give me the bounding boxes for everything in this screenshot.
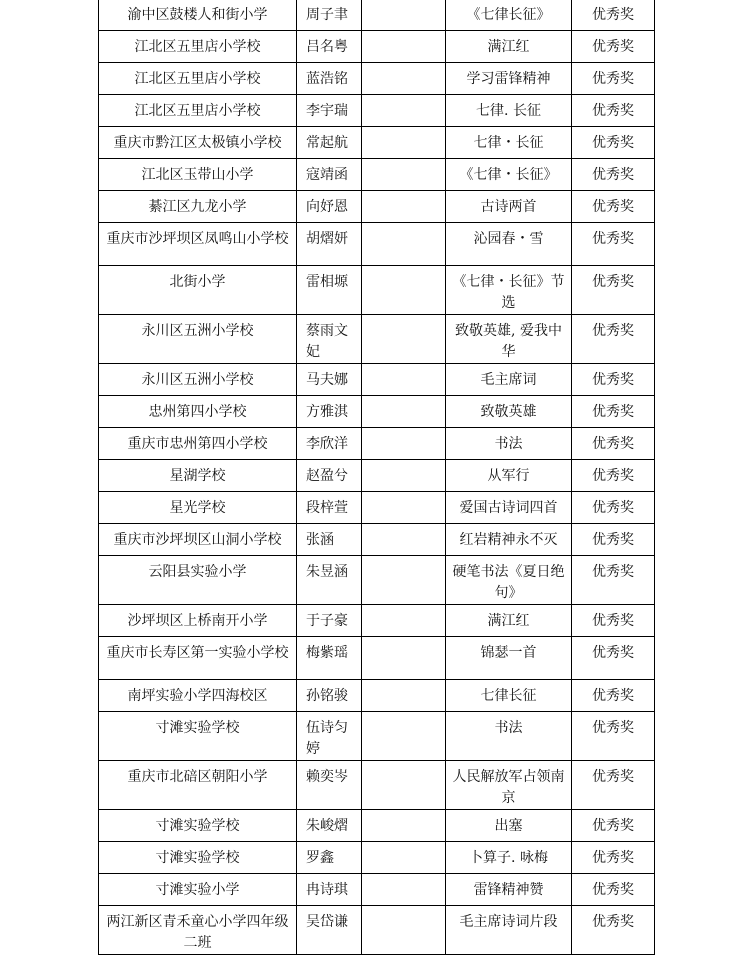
table-row bbox=[99, 191, 655, 223]
teacher-cell bbox=[362, 223, 446, 266]
work-title-cell: 学习雷锋精神 bbox=[446, 63, 572, 95]
school-cell: 星湖学校 bbox=[99, 460, 297, 492]
award-cell: 优秀奖 bbox=[572, 492, 655, 524]
school-cell: 重庆市沙坪坝区凤鸣山小学校 bbox=[99, 223, 297, 266]
school-cell: 寸滩实验小学 bbox=[99, 874, 297, 906]
award-cell: 优秀奖 bbox=[572, 605, 655, 637]
school-cell: 重庆市北碚区朝阳小学 bbox=[99, 761, 297, 810]
award-cell: 优秀奖 bbox=[572, 315, 655, 364]
work-title-cell: 致敬英雄, 爱我中华 bbox=[446, 315, 572, 364]
work-title-cell: 红岩精神永不灭 bbox=[446, 524, 572, 556]
student-name-cell: 李欣洋 bbox=[297, 428, 362, 460]
school-cell: 重庆市沙坪坝区山洞小学校 bbox=[99, 524, 297, 556]
award-cell: 优秀奖 bbox=[572, 223, 655, 266]
teacher-cell bbox=[362, 364, 446, 396]
work-title-cell: 满江红 bbox=[446, 605, 572, 637]
table-row bbox=[99, 396, 655, 428]
table-row bbox=[99, 460, 655, 492]
school-cell: 江北区五里店小学校 bbox=[99, 63, 297, 95]
award-cell: 优秀奖 bbox=[572, 31, 655, 63]
award-cell: 优秀奖 bbox=[572, 191, 655, 223]
student-name-cell: 伍诗匀婷 bbox=[297, 712, 362, 761]
award-cell: 优秀奖 bbox=[572, 396, 655, 428]
work-title-cell: 从军行 bbox=[446, 460, 572, 492]
student-name-cell: 吕名粤 bbox=[297, 31, 362, 63]
student-name-cell: 向妤恩 bbox=[297, 191, 362, 223]
table-row bbox=[99, 127, 655, 159]
table-row bbox=[99, 906, 655, 955]
award-cell: 优秀奖 bbox=[572, 127, 655, 159]
award-cell: 优秀奖 bbox=[572, 364, 655, 396]
school-cell: 江北区五里店小学校 bbox=[99, 95, 297, 127]
student-name-cell: 罗鑫 bbox=[297, 842, 362, 874]
student-name-cell: 冉诗琪 bbox=[297, 874, 362, 906]
work-title-cell: 雷锋精神赞 bbox=[446, 874, 572, 906]
student-name-cell: 马夫娜 bbox=[297, 364, 362, 396]
work-title-cell: 锦瑟一首 bbox=[446, 637, 572, 680]
student-name-cell: 朱峻熠 bbox=[297, 810, 362, 842]
work-title-cell: 七律. 长征 bbox=[446, 95, 572, 127]
table-row bbox=[99, 95, 655, 127]
work-title-cell: 毛主席词 bbox=[446, 364, 572, 396]
teacher-cell bbox=[362, 127, 446, 159]
award-cell: 优秀奖 bbox=[572, 460, 655, 492]
table-row bbox=[99, 63, 655, 95]
school-cell: 渝中区鼓楼人和街小学 bbox=[99, 0, 297, 31]
award-cell: 优秀奖 bbox=[572, 810, 655, 842]
table-row bbox=[99, 605, 655, 637]
table-row bbox=[99, 680, 655, 712]
school-cell: 北街小学 bbox=[99, 266, 297, 315]
work-title-cell: 爱国古诗词四首 bbox=[446, 492, 572, 524]
student-name-cell: 胡熠妍 bbox=[297, 223, 362, 266]
table-row bbox=[99, 266, 655, 315]
student-name-cell: 孙铭骏 bbox=[297, 680, 362, 712]
student-name-cell: 于子豪 bbox=[297, 605, 362, 637]
award-cell: 优秀奖 bbox=[572, 159, 655, 191]
table-row bbox=[99, 637, 655, 680]
award-cell: 优秀奖 bbox=[572, 842, 655, 874]
table-body bbox=[99, 0, 655, 955]
school-cell: 南坪实验小学四海校区 bbox=[99, 680, 297, 712]
student-name-cell: 周子聿 bbox=[297, 0, 362, 31]
table-row bbox=[99, 492, 655, 524]
student-name-cell: 张涵 bbox=[297, 524, 362, 556]
award-cell: 优秀奖 bbox=[572, 0, 655, 31]
teacher-cell bbox=[362, 31, 446, 63]
school-cell: 两江新区青禾童心小学四年级二班 bbox=[99, 906, 297, 955]
teacher-cell bbox=[362, 63, 446, 95]
work-title-cell: 卜算子. 咏梅 bbox=[446, 842, 572, 874]
teacher-cell bbox=[362, 556, 446, 605]
award-cell: 优秀奖 bbox=[572, 95, 655, 127]
teacher-cell bbox=[362, 810, 446, 842]
work-title-cell: 毛主席诗词片段 bbox=[446, 906, 572, 955]
student-name-cell: 李宇瑞 bbox=[297, 95, 362, 127]
work-title-cell: 《七律・长征》 bbox=[446, 159, 572, 191]
table-row bbox=[99, 0, 655, 31]
award-cell: 优秀奖 bbox=[572, 266, 655, 315]
student-name-cell: 梅紫瑶 bbox=[297, 637, 362, 680]
table-row bbox=[99, 712, 655, 761]
teacher-cell bbox=[362, 712, 446, 761]
school-cell: 重庆市黔江区太极镇小学校 bbox=[99, 127, 297, 159]
school-cell: 永川区五洲小学校 bbox=[99, 315, 297, 364]
table-row bbox=[99, 556, 655, 605]
school-cell: 重庆市忠州第四小学校 bbox=[99, 428, 297, 460]
work-title-cell: 《七律长征》 bbox=[446, 0, 572, 31]
teacher-cell bbox=[362, 191, 446, 223]
student-name-cell: 朱昱涵 bbox=[297, 556, 362, 605]
teacher-cell bbox=[362, 906, 446, 955]
teacher-cell bbox=[362, 605, 446, 637]
table-row bbox=[99, 524, 655, 556]
teacher-cell bbox=[362, 680, 446, 712]
work-title-cell: 致敬英雄 bbox=[446, 396, 572, 428]
teacher-cell bbox=[362, 0, 446, 31]
teacher-cell bbox=[362, 95, 446, 127]
teacher-cell bbox=[362, 266, 446, 315]
table-row bbox=[99, 761, 655, 810]
teacher-cell bbox=[362, 874, 446, 906]
school-cell: 星光学校 bbox=[99, 492, 297, 524]
school-cell: 忠州第四小学校 bbox=[99, 396, 297, 428]
school-cell: 沙坪坝区上桥南开小学 bbox=[99, 605, 297, 637]
award-cell: 优秀奖 bbox=[572, 556, 655, 605]
teacher-cell bbox=[362, 315, 446, 364]
table-row bbox=[99, 364, 655, 396]
award-cell: 优秀奖 bbox=[572, 63, 655, 95]
table-row bbox=[99, 31, 655, 63]
work-title-cell: 古诗两首 bbox=[446, 191, 572, 223]
student-name-cell: 常起航 bbox=[297, 127, 362, 159]
teacher-cell bbox=[362, 842, 446, 874]
award-table bbox=[98, 0, 655, 955]
work-title-cell: 沁园春・雪 bbox=[446, 223, 572, 266]
school-cell: 江北区玉带山小学 bbox=[99, 159, 297, 191]
table-row bbox=[99, 842, 655, 874]
award-cell: 优秀奖 bbox=[572, 428, 655, 460]
award-cell: 优秀奖 bbox=[572, 906, 655, 955]
student-name-cell: 蓝浩铭 bbox=[297, 63, 362, 95]
school-cell: 江北区五里店小学校 bbox=[99, 31, 297, 63]
work-title-cell: 《七律・长征》节选 bbox=[446, 266, 572, 315]
student-name-cell: 方雅淇 bbox=[297, 396, 362, 428]
work-title-cell: 人民解放军占领南京 bbox=[446, 761, 572, 810]
table-row bbox=[99, 223, 655, 266]
student-name-cell: 蔡雨文妃 bbox=[297, 315, 362, 364]
work-title-cell: 书法 bbox=[446, 428, 572, 460]
award-cell: 优秀奖 bbox=[572, 761, 655, 810]
student-name-cell: 寇靖函 bbox=[297, 159, 362, 191]
work-title-cell: 满江红 bbox=[446, 31, 572, 63]
student-name-cell: 雷相塬 bbox=[297, 266, 362, 315]
work-title-cell: 硬笔书法《夏日绝句》 bbox=[446, 556, 572, 605]
award-cell: 优秀奖 bbox=[572, 637, 655, 680]
school-cell: 綦江区九龙小学 bbox=[99, 191, 297, 223]
teacher-cell bbox=[362, 637, 446, 680]
work-title-cell: 书法 bbox=[446, 712, 572, 761]
table-row bbox=[99, 428, 655, 460]
award-cell: 优秀奖 bbox=[572, 524, 655, 556]
work-title-cell: 七律・长征 bbox=[446, 127, 572, 159]
teacher-cell bbox=[362, 524, 446, 556]
student-name-cell: 赵盈兮 bbox=[297, 460, 362, 492]
teacher-cell bbox=[362, 492, 446, 524]
teacher-cell bbox=[362, 761, 446, 810]
table-row bbox=[99, 159, 655, 191]
student-name-cell: 赖奕岑 bbox=[297, 761, 362, 810]
school-cell: 寸滩实验学校 bbox=[99, 842, 297, 874]
school-cell: 寸滩实验学校 bbox=[99, 712, 297, 761]
teacher-cell bbox=[362, 428, 446, 460]
award-cell: 优秀奖 bbox=[572, 874, 655, 906]
work-title-cell: 七律长征 bbox=[446, 680, 572, 712]
award-cell: 优秀奖 bbox=[572, 712, 655, 761]
school-cell: 寸滩实验学校 bbox=[99, 810, 297, 842]
teacher-cell bbox=[362, 159, 446, 191]
table-row bbox=[99, 315, 655, 364]
table-row bbox=[99, 874, 655, 906]
award-cell: 优秀奖 bbox=[572, 680, 655, 712]
student-name-cell: 段梓萱 bbox=[297, 492, 362, 524]
school-cell: 重庆市长寿区第一实验小学校 bbox=[99, 637, 297, 680]
student-name-cell: 吴岱谦 bbox=[297, 906, 362, 955]
school-cell: 永川区五洲小学校 bbox=[99, 364, 297, 396]
table-row bbox=[99, 810, 655, 842]
teacher-cell bbox=[362, 460, 446, 492]
teacher-cell bbox=[362, 396, 446, 428]
work-title-cell: 出塞 bbox=[446, 810, 572, 842]
school-cell: 云阳县实验小学 bbox=[99, 556, 297, 605]
